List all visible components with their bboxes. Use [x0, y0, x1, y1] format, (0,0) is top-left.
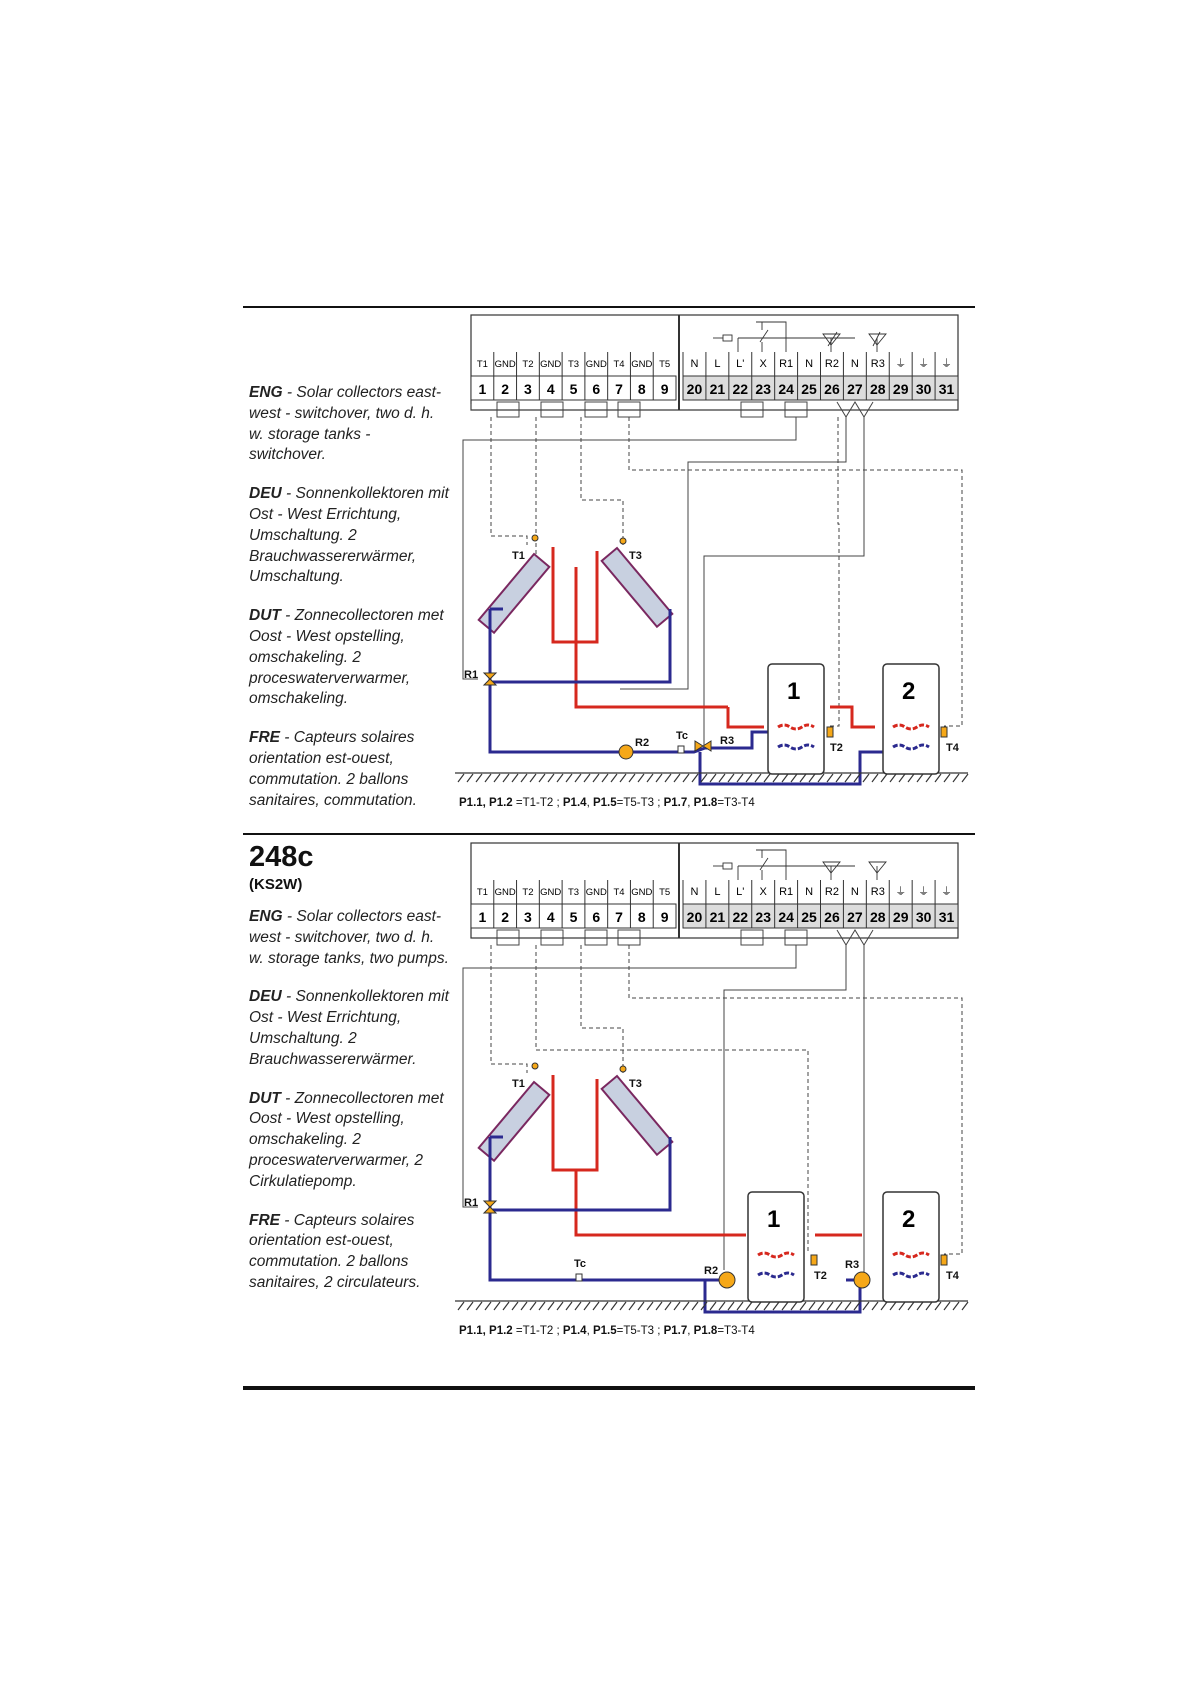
terminal-number[interactable]: 28: [870, 909, 886, 925]
wiring-diagram-2: [440, 840, 990, 1335]
terminal-label: ⏚: [941, 886, 953, 898]
storage-tank-2: [883, 664, 939, 774]
terminal-number[interactable]: 31: [938, 909, 955, 925]
terminal-label: T4: [613, 359, 625, 370]
terminal-label: ⏚: [895, 886, 907, 898]
sensor-t2: [811, 1255, 817, 1265]
pump-r2: [619, 745, 633, 759]
terminal-label: GND: [540, 359, 562, 370]
label-r1: R1: [464, 669, 479, 681]
wiring-diagram-1: [440, 312, 990, 807]
terminal-number[interactable]: 9: [660, 909, 669, 925]
tank-2-label: 2: [902, 1206, 916, 1233]
terminal-label: ⏚: [918, 886, 930, 898]
terminal-label: L': [736, 886, 745, 898]
terminal-label: GND: [585, 359, 607, 370]
terminal-number[interactable]: 27: [847, 909, 863, 925]
terminal-number[interactable]: 1: [478, 381, 487, 397]
label-t2: T2: [830, 742, 843, 754]
terminal-label: GND: [631, 359, 653, 370]
label-tc: Tc: [574, 1258, 587, 1270]
label-r3: R3: [720, 735, 735, 747]
bottom-rule: [243, 1386, 975, 1390]
terminal-number[interactable]: 26: [824, 909, 840, 925]
label-r1: R1: [464, 1197, 479, 1209]
section-title: 248c: [249, 841, 314, 873]
parameter-caption-2: P1.1, P1.2 =T1-T2 ; P1.4, P1.5=T5-T3 ; P1.7, P1.8=T3-T4: [459, 1325, 755, 1337]
label-r3: R3: [845, 1259, 860, 1271]
terminal-number[interactable]: 20: [686, 909, 703, 925]
terminal-label: R3: [870, 358, 885, 370]
terminal-number[interactable]: 8: [637, 909, 646, 925]
terminal-number[interactable]: 2: [501, 381, 510, 397]
pump-r3: [854, 1272, 870, 1288]
terminal-label: GND: [494, 359, 516, 370]
terminal-label: N: [805, 358, 814, 370]
terminal-label: T2: [522, 359, 534, 370]
label-tc: Tc: [676, 730, 689, 742]
terminal-number[interactable]: 2: [501, 909, 510, 925]
label-t1: T1: [512, 1078, 525, 1090]
terminal-label: L: [714, 886, 721, 898]
valve-r1: [484, 1201, 496, 1213]
terminal-number[interactable]: 30: [915, 381, 932, 397]
terminal-label: L: [714, 358, 721, 370]
label-t2: T2: [814, 1270, 827, 1282]
desc-eng: ENG - Solar collectors east-west - switchover, two d. h. w. storage tanks - switchover.: [249, 384, 442, 464]
terminal-number[interactable]: 30: [915, 909, 932, 925]
terminal-label: ⏚: [941, 358, 953, 370]
terminal-number[interactable]: 25: [801, 909, 817, 925]
terminal-label: T4: [613, 887, 625, 898]
terminal-label: N: [690, 886, 699, 898]
terminal-label: R1: [779, 358, 794, 370]
terminal-number[interactable]: 4: [546, 381, 555, 397]
storage-tank-1: [768, 664, 824, 774]
terminal-label: N: [850, 886, 859, 898]
terminal-number[interactable]: 23: [755, 381, 771, 397]
terminal-label: T1: [476, 359, 488, 370]
terminal-number[interactable]: 27: [847, 381, 863, 397]
top-rule: [243, 306, 975, 308]
terminal-number[interactable]: 7: [615, 381, 623, 397]
section-subtitle: (KS2W): [249, 876, 303, 893]
terminal-label: GND: [540, 887, 562, 898]
terminal-number[interactable]: 20: [686, 381, 703, 397]
label-t4: T4: [946, 742, 959, 754]
terminal-number[interactable]: 24: [778, 381, 794, 397]
tank-1-label: 1: [767, 1206, 781, 1233]
tank-1-label: 1: [787, 678, 801, 705]
desc-deu: DEU - Sonnenkollektoren mit Ost - West Errichtung, Umschaltung. 2 Brauchwassererwärmer.: [249, 988, 449, 1068]
sensor-t3: [620, 1066, 626, 1072]
terminal-number[interactable]: 21: [709, 381, 726, 397]
desc-dut: DUT - Zonnecollectoren met Oost - West opstelling, omschakeling. 2 proceswaterverwarmer, 2 Cirkulatiepomp.: [249, 1089, 444, 1190]
sensor-t2: [827, 727, 833, 737]
terminal-number[interactable]: 4: [546, 909, 555, 925]
tank-2-label: 2: [902, 678, 916, 705]
label-t1: T1: [512, 550, 525, 562]
terminal-number[interactable]: 21: [709, 909, 726, 925]
parameter-caption-1: P1.1, P1.2 =T1-T2 ; P1.4, P1.5=T5-T3 ; P1.7, P1.8=T3-T4: [459, 797, 755, 809]
terminal-label: T5: [659, 359, 671, 370]
desc-deu: DEU - Sonnenkollektoren mit Ost - West Errichtung, Umschaltung. 2 Brauchwassererwärmer, Umschaltung.: [249, 485, 449, 586]
terminal-number[interactable]: 3: [524, 909, 532, 925]
sensor-t1: [532, 535, 538, 541]
terminal-number[interactable]: 23: [755, 909, 771, 925]
terminal-number[interactable]: 8: [637, 381, 646, 397]
terminal-number[interactable]: 31: [938, 381, 955, 397]
sensor-tc: [678, 746, 684, 753]
terminal-number[interactable]: 29: [892, 909, 909, 925]
sensor-t1: [532, 1063, 538, 1069]
sensor-t3: [620, 538, 626, 544]
middle-rule: [243, 833, 975, 835]
sensor-t4: [941, 727, 947, 737]
terminal-number[interactable]: 9: [660, 381, 669, 397]
section-1-descriptions: [249, 383, 449, 829]
desc-dut: DUT - Zonnecollectoren met Oost - West opstelling, omschakeling. 2 proceswaterverwarmer, omschakeling.: [249, 607, 444, 708]
desc-eng: ENG - Solar collectors east-west - switchover, two d. h. w. storage tanks, two pumps.: [249, 908, 449, 967]
label-r2: R2: [704, 1265, 719, 1277]
terminal-label: R3: [870, 886, 885, 898]
terminal-number[interactable]: 6: [592, 909, 601, 925]
terminal-label: X: [759, 358, 767, 370]
terminal-number[interactable]: 24: [778, 909, 794, 925]
label-t3: T3: [629, 550, 642, 562]
terminal-label: ⏚: [918, 358, 930, 370]
storage-tank-2: [883, 1192, 939, 1302]
terminal-label: ⏚: [895, 358, 907, 370]
terminal-number[interactable]: 29: [892, 381, 909, 397]
controller-terminal-block: [471, 315, 958, 410]
terminal-label: T5: [659, 887, 671, 898]
terminal-label: L': [736, 358, 745, 370]
terminal-number[interactable]: 7: [615, 909, 623, 925]
desc-fre: FRE - Capteurs solaires orientation est-ouest, commutation. 2 ballons sanitaires, 2 circulateurs.: [249, 1211, 421, 1291]
terminal-number[interactable]: 25: [801, 381, 817, 397]
label-t4: T4: [946, 1270, 959, 1282]
terminal-label: T3: [567, 887, 580, 898]
terminal-label: GND: [631, 887, 653, 898]
terminal-label: X: [759, 886, 767, 898]
valve-r1: [484, 673, 496, 685]
label-r2: R2: [635, 737, 650, 749]
terminal-label: R2: [824, 886, 839, 898]
desc-fre: FRE - Capteurs solaires orientation est-ouest, commutation. 2 ballons sanitaires, commutation.: [249, 729, 417, 809]
sensor-t4: [941, 1255, 947, 1265]
terminal-number[interactable]: 22: [732, 381, 749, 397]
label-t3: T3: [629, 1078, 642, 1090]
terminal-number[interactable]: 28: [870, 381, 886, 397]
terminal-number[interactable]: 1: [478, 909, 487, 925]
terminal-number[interactable]: 3: [524, 381, 532, 397]
terminal-label: N: [850, 358, 859, 370]
storage-tank-1: [748, 1192, 804, 1302]
terminal-label: N: [805, 886, 814, 898]
terminal-number[interactable]: 26: [824, 381, 840, 397]
terminal-number[interactable]: 22: [732, 909, 749, 925]
terminal-label: N: [690, 358, 699, 370]
terminal-label: T1: [476, 887, 488, 898]
terminal-number[interactable]: 6: [592, 381, 601, 397]
terminal-label: T2: [522, 887, 534, 898]
terminal-number[interactable]: 5: [569, 909, 578, 925]
terminal-label: R1: [779, 886, 794, 898]
terminal-label: R2: [824, 358, 839, 370]
controller-terminal-block: [471, 843, 958, 938]
terminal-label: GND: [585, 887, 607, 898]
terminal-number[interactable]: 5: [569, 381, 578, 397]
sensor-tc: [576, 1274, 582, 1281]
pump-r2: [719, 1272, 735, 1288]
terminal-label: GND: [494, 887, 516, 898]
terminal-label: T3: [567, 359, 580, 370]
section-2-descriptions: [249, 842, 449, 1312]
